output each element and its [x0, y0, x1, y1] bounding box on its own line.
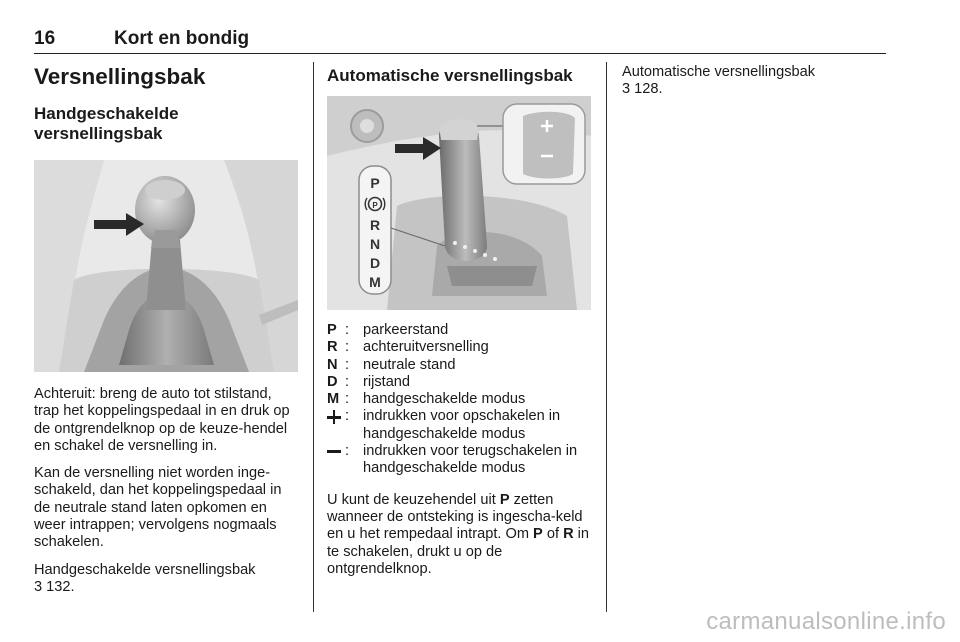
column-divider-2: [606, 62, 607, 612]
legend-key-m: M: [327, 391, 340, 408]
paragraph-reverse: Achteruit: breng de auto tot stilstand, trap het koppelingspedaal in en druk op de ontgrendelknop op de keuze-hendel en schakel de versnelling in.: [34, 386, 290, 454]
minus-icon: [327, 445, 341, 459]
cross-reference-text: Automatische versnellingsbak: [622, 64, 816, 80]
legend-row-p: P : parkeerstand: [327, 322, 593, 339]
gear-r-inline: R: [563, 526, 574, 543]
subsection-title-automatic: Automatische versnellingsbak: [327, 66, 573, 85]
selector-label-n: N: [369, 236, 381, 252]
legend-key-r: R: [327, 339, 338, 356]
subtitle-line-1: Handgeschakelde: [34, 104, 179, 123]
legend-row-r: R : achteruitversnelling: [327, 339, 593, 356]
legend-row-minus: : indrukken voor terugschakelen in handgeschakelde modus: [327, 443, 593, 478]
chapter-title: Kort en bondig: [114, 28, 250, 49]
legend-desc-minus: indrukken voor terugschakelen in handgeschakelde modus: [363, 443, 578, 477]
legend-desc-plus: indrukken voor opschakelen in handgeschakelde modus: [363, 408, 561, 442]
subtitle-line-2: versnellingsbak: [34, 124, 163, 143]
paragraph-engage: Kan de versnelling niet worden inge-schakeld, dan het koppelingspedaal in de neutrale stand laten opkomen en weer intrappen; vervolgens nogmaals schakelen.: [34, 465, 282, 551]
legend-key-n: N: [327, 356, 338, 373]
section-title: Versnellingsbak: [34, 64, 206, 89]
page-number: 16: [34, 28, 56, 49]
legend-row-plus: : indrukken voor opschakelen in handgeschakelde modus: [327, 408, 593, 443]
selector-label-p: P: [370, 175, 380, 191]
cross-reference-text: Handgeschakelde versnellingsbak: [34, 561, 256, 578]
plus-icon: [327, 410, 341, 424]
legend-desc-m: handgeschakelde modus: [363, 391, 526, 408]
legend-desc-n: neutrale stand: [363, 356, 456, 373]
automatic-selector-illustration: [327, 96, 591, 310]
subsection-title-manual: [34, 104, 234, 144]
selector-label-m: M: [369, 274, 381, 290]
gear-legend: [327, 322, 593, 478]
cross-reference-automatic[interactable]: [622, 64, 882, 99]
svg-text:P: P: [372, 201, 378, 210]
column-automatic-gearbox: [327, 64, 593, 578]
legend-row-m: M : handgeschakelde modus: [327, 391, 593, 408]
legend-key-d: D: [327, 373, 338, 390]
column-manual-gearbox: [34, 64, 300, 596]
legend-row-n: N : neutrale stand: [327, 357, 593, 374]
paragraph-selector-release: U kunt de keuzehendel uit P zetten wanneer de ontsteking is ingescha-keld en u het rempedaal intrapt. Om P of R in te schakelen, drukt u op de ontgrendelknop.: [327, 491, 590, 577]
column-references: [622, 64, 882, 99]
cross-reference-page[interactable]: 3 128.: [622, 81, 663, 98]
legend-desc-d: rijstand: [363, 373, 411, 390]
page-header: [34, 28, 886, 54]
gear-p-inline-1: P: [499, 491, 510, 508]
selector-label-r: R: [369, 217, 381, 233]
selector-label-d: D: [369, 255, 381, 271]
manual-gear-lever-image: [34, 160, 298, 372]
automatic-selector-image: [327, 96, 591, 310]
cross-reference-manual[interactable]: [34, 562, 300, 597]
manual-gear-lever-illustration: [34, 160, 298, 372]
legend-desc-r: achteruitversnelling: [363, 339, 489, 356]
legend-key-p: P: [327, 322, 337, 338]
gear-p-inline-2: P: [533, 526, 543, 543]
cross-reference-page[interactable]: 3 132.: [34, 578, 75, 595]
watermark: carmanualsonline.info: [706, 608, 946, 635]
legend-row-d: D : rijstand: [327, 374, 593, 391]
column-divider-1: [313, 62, 314, 612]
legend-desc-p: parkeerstand: [363, 322, 449, 338]
